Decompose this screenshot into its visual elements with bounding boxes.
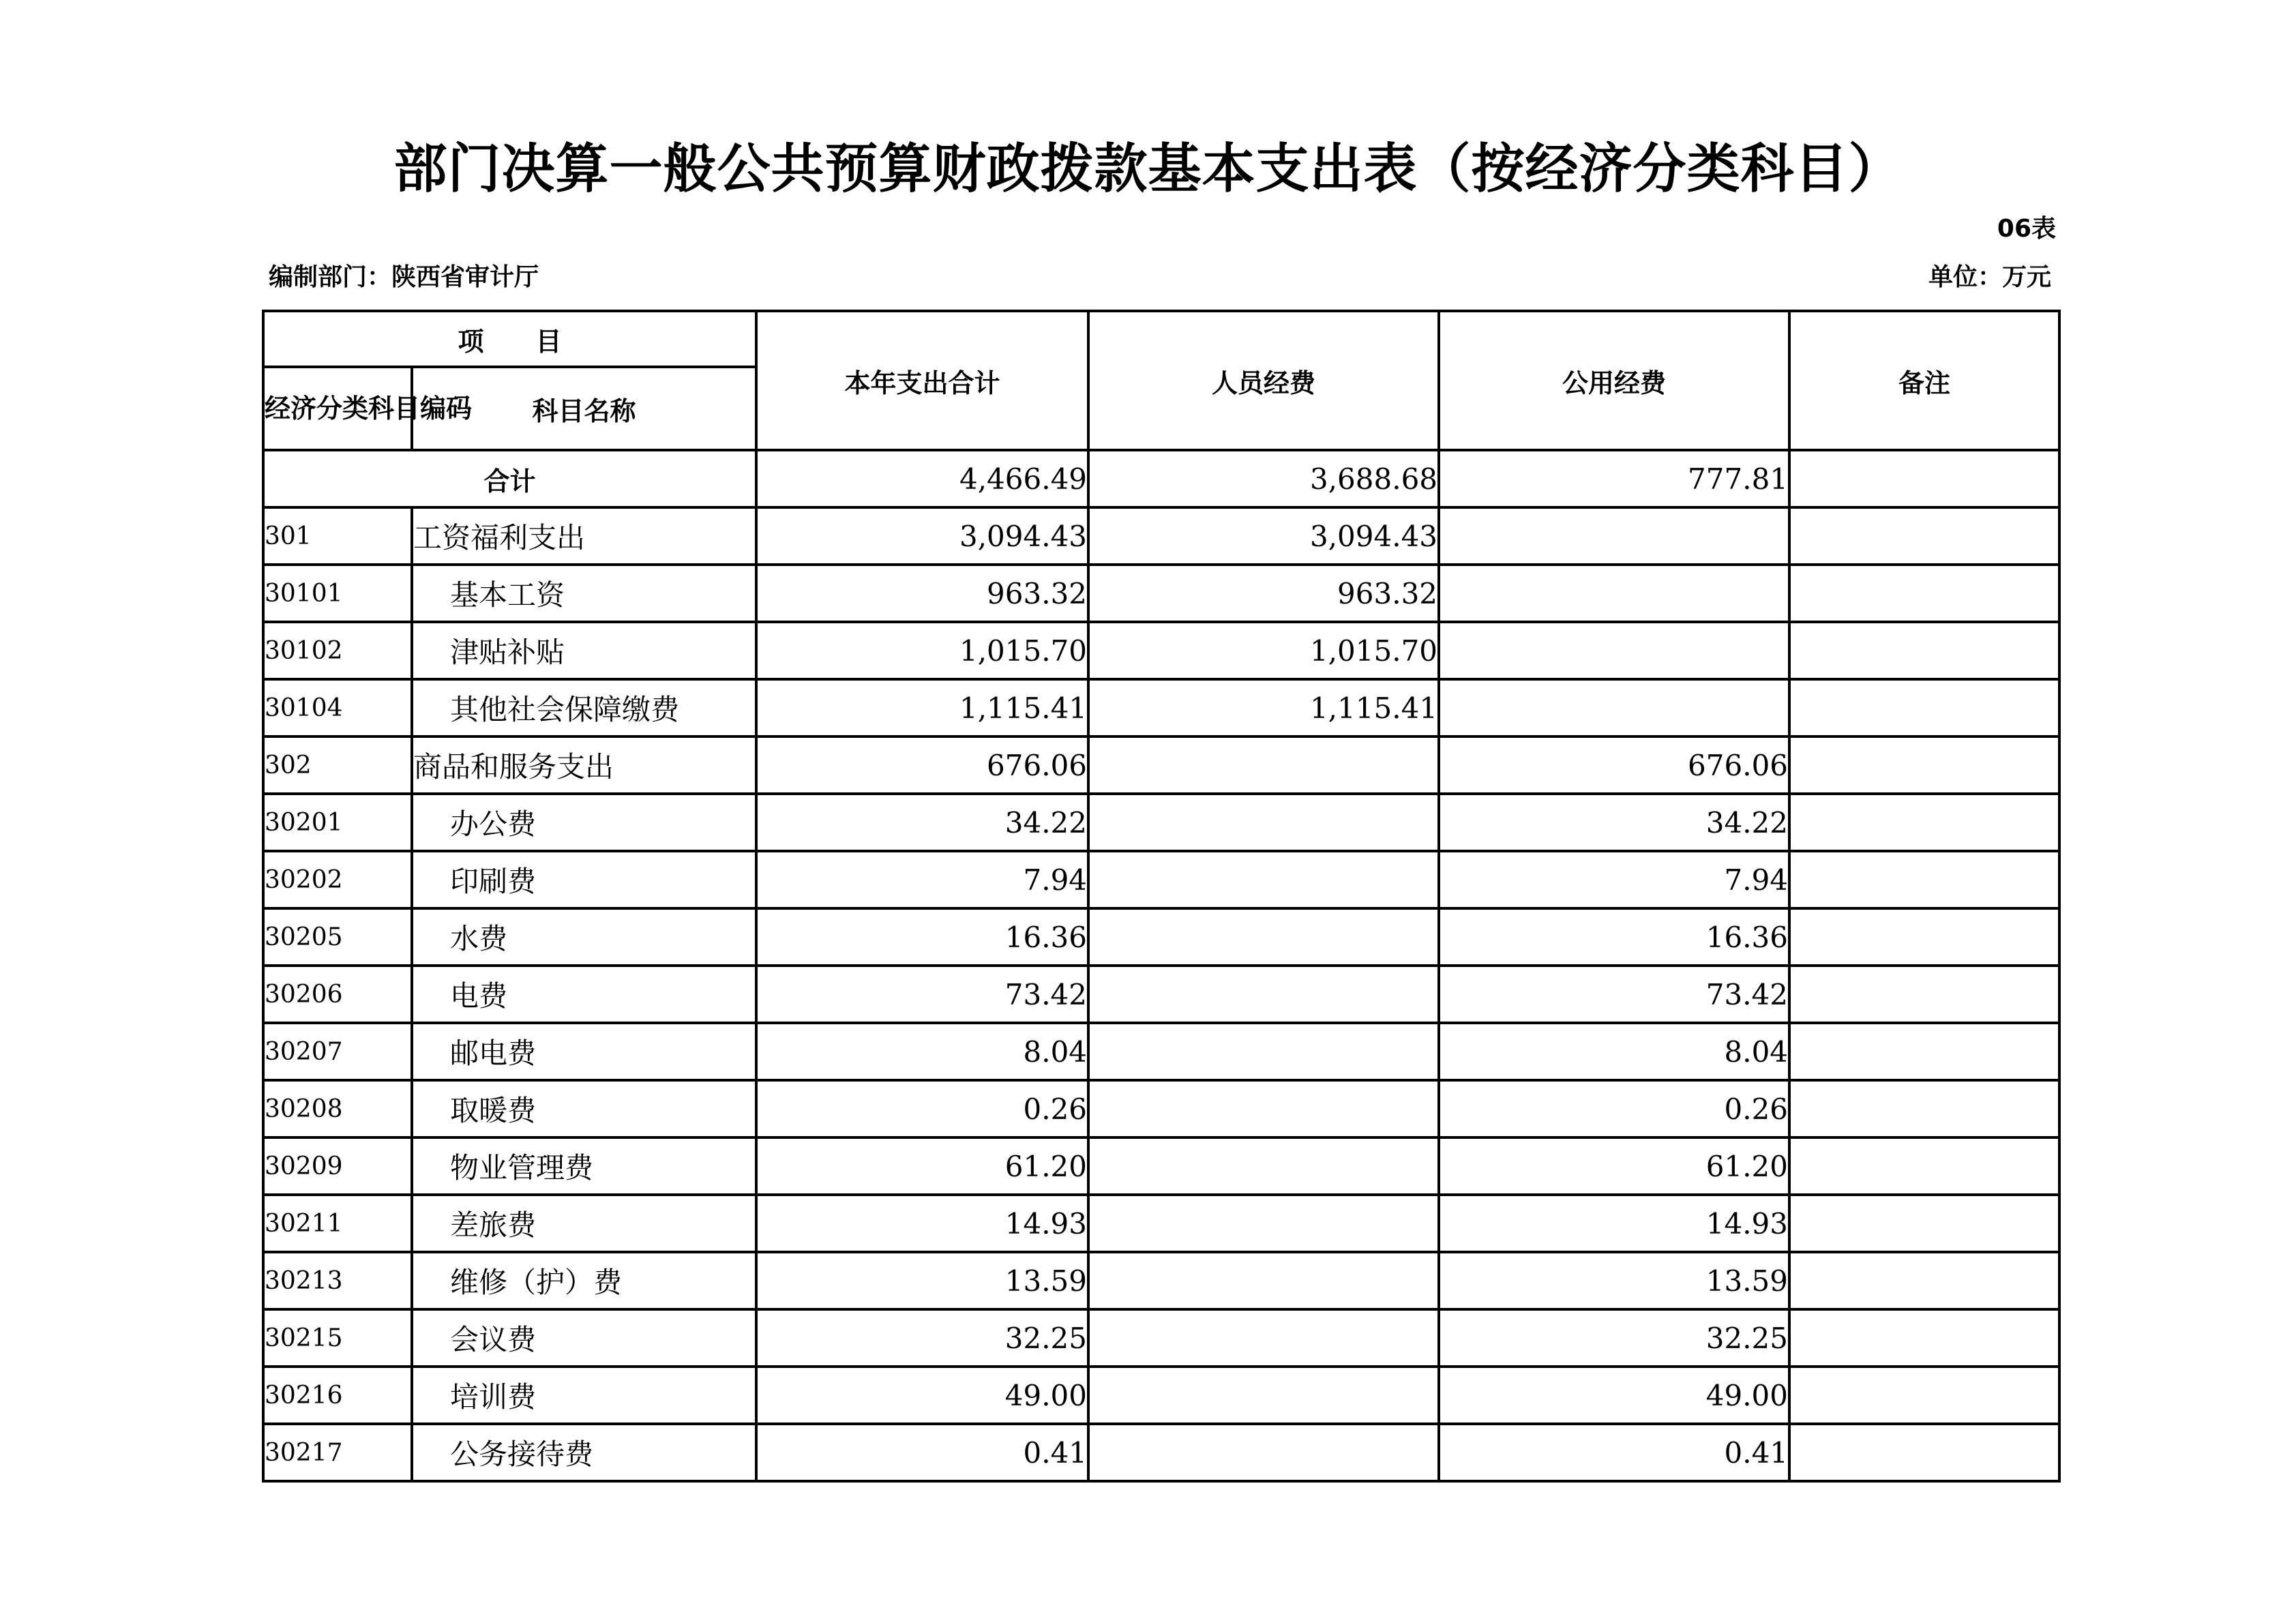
total-row [263,450,2059,507]
header-item: 项 目 [263,311,756,367]
table-header [263,311,2059,450]
row-code: 30205 [263,908,412,966]
row-note [1789,851,2059,908]
row-personnel: 3,094.43 [1088,507,1439,565]
row-total: 0.41 [756,1424,1088,1481]
row-public: 16.36 [1439,908,1789,966]
meta-row [262,262,2058,293]
row-total: 32.25 [756,1309,1088,1367]
row-public [1439,622,1789,679]
row-total: 3,094.43 [756,507,1088,565]
table-row [263,736,2059,794]
row-note [1789,1309,2059,1367]
header-total: 本年支出合计 [756,311,1088,450]
row-code: 30104 [263,679,412,736]
row-personnel [1088,1252,1439,1309]
table-row [263,1309,2059,1367]
row-personnel [1088,1080,1439,1137]
row-name: 邮电费 [412,1023,756,1080]
table-row [263,622,2059,679]
row-personnel [1088,1309,1439,1367]
row-public: 676.06 [1439,736,1789,794]
row-note [1789,622,2059,679]
row-total: 1,115.41 [756,679,1088,736]
row-code: 30211 [263,1195,412,1252]
table-row [263,851,2059,908]
row-name: 水费 [412,908,756,966]
row-note [1789,1023,2059,1080]
row-note [1789,1137,2059,1195]
row-public [1439,565,1789,622]
row-name: 商品和服务支出 [412,736,756,794]
row-note [1789,565,2059,622]
row-name: 物业管理费 [412,1137,756,1195]
row-total: 14.93 [756,1195,1088,1252]
header-row-1 [263,311,2059,367]
row-personnel [1088,794,1439,851]
unit-label: 单位：万元 [1928,263,2051,291]
table-row [263,794,2059,851]
row-total: 49.00 [756,1367,1088,1424]
row-code: 30213 [263,1252,412,1309]
row-name: 电费 [412,966,756,1023]
row-code: 30101 [263,565,412,622]
row-public: 14.93 [1439,1195,1789,1252]
row-public: 7.94 [1439,851,1789,908]
row-code: 30216 [263,1367,412,1424]
row-note [1789,679,2059,736]
row-name: 津贴补贴 [412,622,756,679]
row-code: 30217 [263,1424,412,1481]
row-note [1789,1195,2059,1252]
row-public [1439,679,1789,736]
row-code: 30102 [263,622,412,679]
header-personnel: 人员经费 [1088,311,1439,450]
row-code: 30209 [263,1137,412,1195]
table-row [263,1080,2059,1137]
table-body [263,450,2059,1481]
page-title: 部门决算一般公共预算财政拨款基本支出表（按经济分类科目） [393,138,1903,200]
header-note: 备注 [1789,311,2059,450]
row-personnel [1088,851,1439,908]
row-name: 会议费 [412,1309,756,1367]
row-personnel [1088,736,1439,794]
row-note [1789,908,2059,966]
row-name: 其他社会保障缴费 [412,679,756,736]
row-note [1789,736,2059,794]
table-row [263,1424,2059,1481]
row-personnel [1088,908,1439,966]
row-personnel [1088,1137,1439,1195]
row-total: 963.32 [756,565,1088,622]
total-public: 777.81 [1439,450,1789,507]
table-row [263,565,2059,622]
row-total: 34.22 [756,794,1088,851]
row-name: 基本工资 [412,565,756,622]
row-note [1789,1080,2059,1137]
row-public: 49.00 [1439,1367,1789,1424]
row-total: 7.94 [756,851,1088,908]
row-name: 工资福利支出 [412,507,756,565]
row-total: 0.26 [756,1080,1088,1137]
row-name: 培训费 [412,1367,756,1424]
row-total: 676.06 [756,736,1088,794]
total-label: 合计 [263,450,756,507]
row-total: 61.20 [756,1137,1088,1195]
total-personnel: 3,688.68 [1088,450,1439,507]
department-label: 编制部门：陕西省审计厅 [269,263,539,291]
row-name: 办公费 [412,794,756,851]
row-public: 0.41 [1439,1424,1789,1481]
row-code: 30215 [263,1309,412,1367]
row-name: 印刷费 [412,851,756,908]
table-row [263,908,2059,966]
row-total: 13.59 [756,1252,1088,1309]
row-personnel: 963.32 [1088,565,1439,622]
row-name: 取暖费 [412,1080,756,1137]
row-public: 61.20 [1439,1137,1789,1195]
row-total: 8.04 [756,1023,1088,1080]
table-row [263,1137,2059,1195]
header-public: 公用经费 [1439,311,1789,450]
row-code: 302 [263,736,412,794]
row-code: 301 [263,507,412,565]
header-code: 经济分类科目编码 [263,367,412,450]
row-total: 1,015.70 [756,622,1088,679]
table-row [263,1252,2059,1309]
row-note [1789,507,2059,565]
row-personnel [1088,966,1439,1023]
row-personnel [1088,1195,1439,1252]
row-note [1789,1252,2059,1309]
row-public: 8.04 [1439,1023,1789,1080]
total-note [1789,450,2059,507]
row-name: 维修（护）费 [412,1252,756,1309]
row-total: 16.36 [756,908,1088,966]
row-personnel [1088,1367,1439,1424]
header-name: 科目名称 [412,367,756,450]
row-personnel: 1,015.70 [1088,622,1439,679]
row-public: 13.59 [1439,1252,1789,1309]
row-public: 0.26 [1439,1080,1789,1137]
row-code: 30207 [263,1023,412,1080]
row-public [1439,507,1789,565]
row-name: 差旅费 [412,1195,756,1252]
row-public: 32.25 [1439,1309,1789,1367]
row-personnel [1088,1424,1439,1481]
row-code: 30201 [263,794,412,851]
row-personnel: 1,115.41 [1088,679,1439,736]
row-note [1789,1367,2059,1424]
table-number: 06表 [1997,215,2056,243]
total-amount: 4,466.49 [756,450,1088,507]
table-row [263,1367,2059,1424]
table-row [263,679,2059,736]
row-public: 73.42 [1439,966,1789,1023]
row-code: 30206 [263,966,412,1023]
table-row [263,507,2059,565]
row-total: 73.42 [756,966,1088,1023]
table-row [263,1023,2059,1080]
table-row [263,966,2059,1023]
row-code: 30208 [263,1080,412,1137]
row-note [1789,1424,2059,1481]
expenditure-table [262,310,2061,1483]
row-code: 30202 [263,851,412,908]
row-note [1789,966,2059,1023]
row-name: 公务接待费 [412,1424,756,1481]
row-note [1789,794,2059,851]
table-row [263,1195,2059,1252]
row-public: 34.22 [1439,794,1789,851]
row-personnel [1088,1023,1439,1080]
